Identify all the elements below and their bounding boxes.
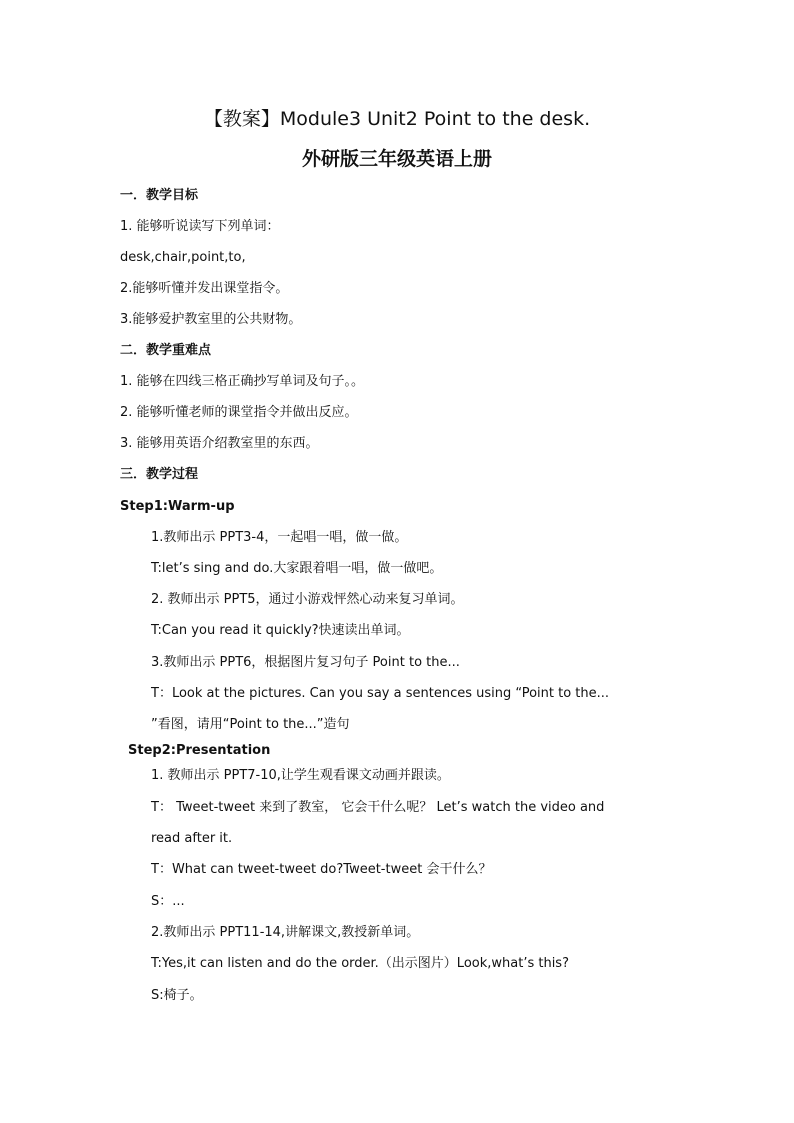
text-line: 2. 教师出示 PPT5，通过小游戏怦然心动来复习单词。 — [151, 592, 464, 607]
step-heading-presentation: Step2:Presentation — [128, 743, 271, 758]
section-heading-key-points: 二．教学重难点 — [120, 343, 212, 358]
text-line: 3.教师出示 PPT6，根据图片复习句子 Point to the... — [151, 655, 460, 670]
text-line: 3.能够爱护教室里的公共财物。 — [120, 312, 302, 327]
text-line: read after it. — [151, 831, 233, 846]
text-line: T： Tweet-tweet 来到了教室， 它会干什么呢？ Let’s watch the video and — [151, 800, 605, 815]
section-heading-process: 三．教学过程 — [120, 467, 199, 482]
text-line: 2. 能够听懂老师的课堂指令并做出反应。 — [120, 405, 358, 420]
text-line: T:Yes,it can listen and do the order.（出示图片）Look,what’s this? — [151, 956, 569, 971]
text-line: 3. 能够用英语介绍教室里的东西。 — [120, 436, 319, 451]
text-line: 1.教师出示 PPT3-4，一起唱一唱，做一做。 — [151, 530, 408, 545]
section-heading-objectives: 一．教学目标 — [120, 188, 199, 203]
step-heading-warm-up: Step1:Warm-up — [120, 499, 235, 514]
text-line: 2.能够听懂并发出课堂指令。 — [120, 281, 289, 296]
text-line: 1. 能够听说读写下列单词： — [120, 219, 280, 234]
text-line: S：... — [151, 894, 185, 909]
text-line: S:椅子。 — [151, 988, 203, 1003]
text-line: ”看图，请用“Point to the...”造句 — [151, 717, 350, 732]
document-title: 【教案】Module3 Unit2 Point to the desk. — [203, 108, 591, 130]
text-line: T：What can tweet-tweet do?Tweet-tweet 会干什么？ — [151, 862, 492, 877]
text-line: T:Can you read it quickly?快速读出单词。 — [151, 623, 410, 638]
text-line: 1. 能够在四线三格正确抄写单词及句子。。 — [120, 374, 365, 389]
text-line: 2.教师出示 PPT11-14,讲解课文,教授新单词。 — [151, 925, 420, 940]
text-line: desk,chair,point,to, — [120, 250, 246, 265]
text-line: T：Look at the pictures. Can you say a sentences using “Point to the... — [151, 686, 610, 701]
document-subtitle: 外研版三年级英语上册 — [301, 148, 492, 170]
text-line: T:let’s sing and do.大家跟着唱一唱，做一做吧。 — [151, 561, 443, 576]
text-line: 1. 教师出示 PPT7-10,让学生观看课文动画并跟读。 — [151, 768, 450, 783]
